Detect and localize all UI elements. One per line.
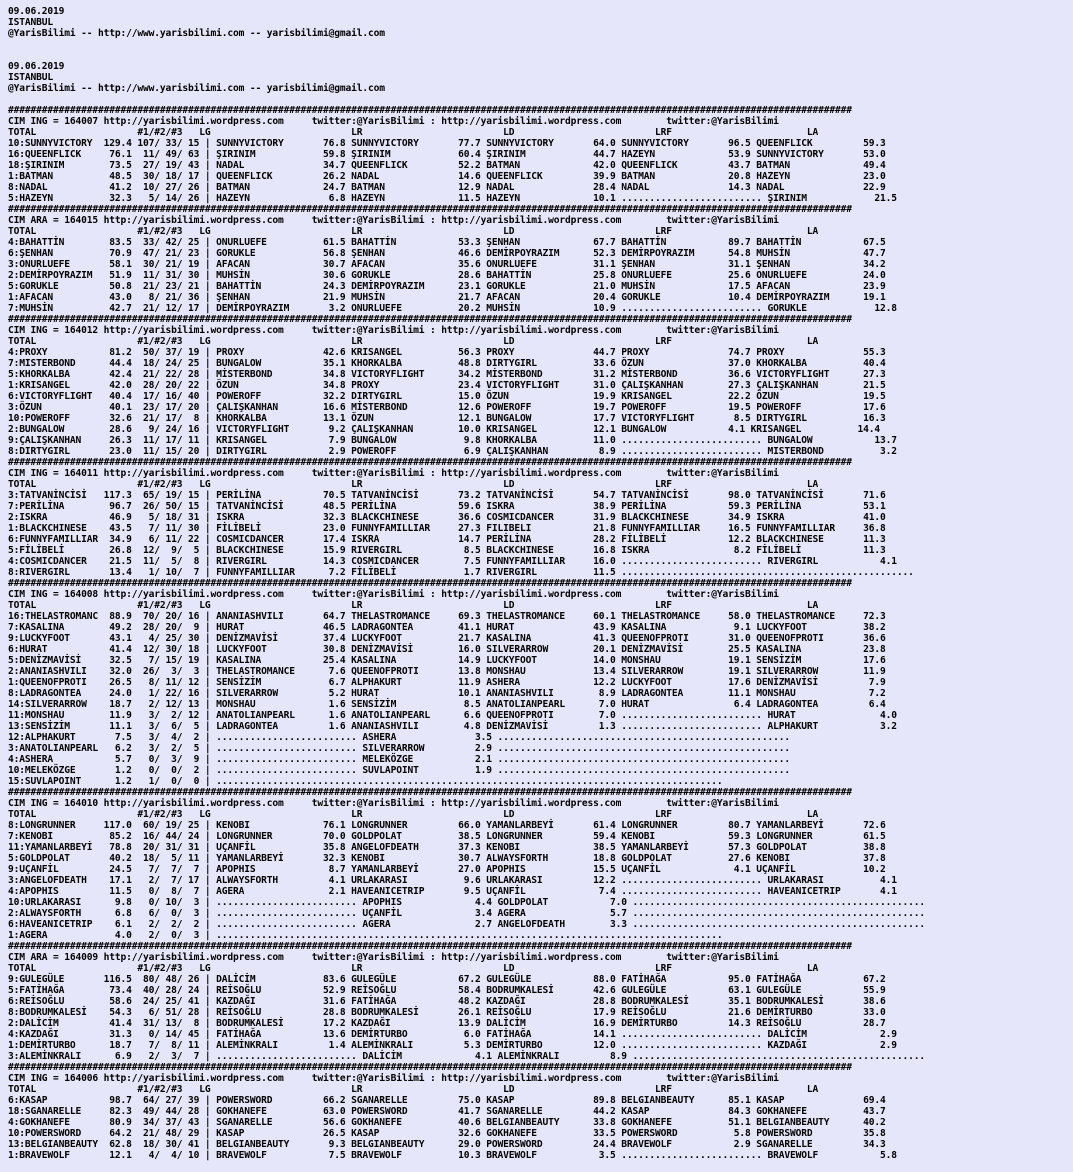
text-line: @YarisBilimi -- http://www.yarisbilimi.com -- yarisbilimi@gmail.com xyxy=(8,28,385,39)
horse-row: 1:BRAVEWOLF 12.1 4/ 4/ 10 | BRAVEWOLF 7.5 BRAVEWOLF 10.3 BRAVEWOLF 3.5 ......................... BRAVEWOLF 5.8 xyxy=(8,1150,897,1161)
horse-row: 2:BUNGALOW 28.6 9/ 24/ 16 | VICTORYFLIGHT 9.2 ÇALIŞKANHAN 10.0 KRISANGEL 12.1 BUNGALOW 4.1 KRISANGEL 14.4 xyxy=(8,424,881,435)
horse-row: 8:LONGRUNNER 117.0 60/ 19/ 25 | KENOBI 76.1 LONGRUNNER 66.0 YAMANLARBEYİ 61.4 LONGRUNNER 80.7 YAMANLARBEYİ 72.6 xyxy=(8,820,886,831)
horse-row: 12:ALPHAKURT 7.5 3/ 4/ 2 | ......................... ASHERA 3.5 .................................................... xyxy=(8,732,791,743)
horse-row: 10:URLAKARASI 9.8 0/ 10/ 3 | ......................... APOPHIS 4.4 GOLDPOLAT 7.0 .................................................... xyxy=(8,897,926,908)
horse-row: 10:MELEKÖZGE 1.2 0/ 0/ 2 | ......................... SUVLAPOINT 1.9 .................................................... xyxy=(8,765,791,776)
horse-row: 8:LADRAGONTEA 24.0 1/ 22/ 16 | SILVERARROW 5.2 HURAT 10.1 ANANIASHVILI 8.9 LADRAGONTEA 11.1 MONSHAU 7.2 xyxy=(8,688,886,699)
text-line: @YarisBilimi -- http://www.yarisbilimi.com -- yarisbilimi@gmail.com xyxy=(8,83,385,94)
horse-row: 4:PROXY 81.2 50/ 37/ 19 | PROXY 42.6 KRISANGEL 56.3 PROXY 44.7 PROXY 74.7 PROXY 55.3 xyxy=(8,347,886,358)
horse-row: 10:POWEROFF 32.6 21/ 17/ 8 | KHORKALBA 13.1 ÖZUN 12.1 BUNGALOW 17.7 VICTORYFLIGHT 8.5 DIRTYGIRL 16.3 xyxy=(8,413,886,424)
horse-row: 13:SENSİZİM 11.1 3/ 6/ 5 | LADRAGONTEA 1.6 ANANIASHVILI 4.8 DENİZMAVİSİ 1.3 ......................... ALPHAKURT 3.2 xyxy=(8,721,897,732)
horse-row: 13:BELGIANBEAUTY 62.8 18/ 30/ 41 | BELGIANBEAUTY 9.3 BELGIANBEAUTY 29.0 POWERSWORD 24.4 BRAVEWOLF 2.9 SGANARELLE 34.3 xyxy=(8,1139,886,1150)
horse-row: 1:BATMAN 48.5 30/ 18/ 17 | QUEENFLICK 26.2 NADAL 14.6 QUEENFLICK 39.9 BATMAN 20.8 HAZEYN 23.0 xyxy=(8,171,886,182)
horse-row: 10:POWERSWORD 64.2 21/ 48/ 29 | KASAP 26.5 KASAP 32.6 GOKHANEFE 33.5 POWERSWORD 5.8 POWERSWORD 35.8 xyxy=(8,1128,886,1139)
horse-row: 8:DIRTYGIRL 23.0 11/ 15/ 20 | DIRTYGIRL 2.9 POWEROFF 6.9 ÇALIŞKANHAN 8.9 ......................... MISTERBOND 3.2 xyxy=(8,446,897,457)
horse-row: 16:QUEENFLICK 76.1 11/ 49/ 63 | ŞIRINIM 59.8 ŞIRINIM 60.4 ŞIRINIM 44.7 HAZEYN 53.9 SUNNYVICTORY 53.0 xyxy=(8,149,886,160)
separator-line: ###################################################################################################################################################### xyxy=(8,105,852,116)
horse-row: 6:KASAP 98.7 64/ 27/ 39 | POWERSWORD 66.2 SGANARELLE 75.0 KASAP 89.8 BELGIANBEAUTY 85.1 KASAP 69.4 xyxy=(8,1095,886,1106)
text-line: 09.06.2019 xyxy=(8,61,65,72)
horse-row: 5:GOLDPOLAT 40.2 18/ 5/ 11 | YAMANLARBEYİ 32.3 KENOBI 30.7 ALWAYSFORTH 18.8 GOLDPOLAT 27.6 KENOBI 37.8 xyxy=(8,853,886,864)
separator-line: ###################################################################################################################################################### xyxy=(8,457,852,468)
horse-row: 2:ALWAYSFORTH 6.8 6/ 0/ 3 | ......................... UÇANFİL 3.4 AGERA 5.7 .................................................... xyxy=(8,908,926,919)
race-header-line: CIM ARA = 164015 http://yarisbilimi.wordpress.com twitter:@YarisBilimi : http://yarisbilimi.wordpress.com twitter:@YarisBilimi xyxy=(8,215,779,226)
horse-row: 7:KENOBI 85.2 16/ 44/ 24 | LONGRUNNER 70.0 GOLDPOLAT 38.5 LONGRUNNER 59.4 KENOBI 59.3 LONGRUNNER 61.5 xyxy=(8,831,886,842)
horse-row: 11:MONSHAU 11.9 3/ 2/ 12 | ANATOLIANPEARL 1.6 ANATOLIANPEARL 6.6 QUEENOFPROTI 7.0 ......................... HURAT 4.0 xyxy=(8,710,897,721)
horse-row: 2:ANANIASHVILI 32.0 26/ 3/ 3 | THELASTROMANCE 7.6 QUEENOFPROTI 13.8 MONSHAU 13.4 SILVERARROW 19.1 SILVERARROW 11.9 xyxy=(8,666,886,677)
horse-row: 1:AFACAN 43.0 8/ 21/ 36 | ŞENHAN 21.9 MUHSİN 21.7 AFACAN 20.4 GORUKLE 10.4 DEMİRPOYRAZIM 19.1 xyxy=(8,292,886,303)
column-header-line: TOTAL #1/#2/#3 LG LR LD LRF LA xyxy=(8,600,819,611)
horse-row: 5:GORUKLE 50.8 21/ 23/ 21 | BAHATTİN 24.3 DEMİRPOYRAZIM 23.1 GORUKLE 21.0 MUHSİN 17.5 AFACAN 23.9 xyxy=(8,281,886,292)
horse-row: 5:HAZEYN 32.3 5/ 14/ 26 | HAZEYN 6.8 HAZEYN 11.5 HAZEYN 10.1 ......................... ŞIRINIM 21.5 xyxy=(8,193,897,204)
horse-row: 1:QUEENOFPROTI 26.5 8/ 11/ 12 | SENSİZİM 6.7 ALPHAKURT 11.9 ASHERA 12.2 LUCKYFOOT 17.6 DENİZMAVİSİ 7.9 xyxy=(8,677,886,688)
separator-line: ###################################################################################################################################################### xyxy=(8,314,852,325)
race-header-line: CIM ING = 164006 http://yarisbilimi.wordpress.com twitter:@YarisBilimi : http://yarisbilimi.wordpress.com twitter:@YarisBilimi xyxy=(8,1073,779,1084)
separator-line: ###################################################################################################################################################### xyxy=(8,941,852,952)
column-header-line: TOTAL #1/#2/#3 LG LR LD LRF LA xyxy=(8,809,819,820)
separator-line: ###################################################################################################################################################### xyxy=(8,204,852,215)
race-header-line: CIM ING = 164010 http://yarisbilimi.wordpress.com twitter:@YarisBilimi : http://yarisbilimi.wordpress.com twitter:@YarisBilimi xyxy=(8,798,779,809)
horse-row: 6:VICTORYFLIGHT 40.4 17/ 16/ 40 | POWEROFF 32.2 DIRTYGIRL 15.0 ÖZUN 19.9 KRISANGEL 22.2 ÖZUN 19.5 xyxy=(8,391,886,402)
text-line: ISTANBUL xyxy=(8,72,54,83)
horse-row: 1:KRISANGEL 42.0 28/ 20/ 22 | ÖZUN 34.8 PROXY 23.4 VICTORYFLIGHT 31.0 ÇALIŞKANHAN 27.3 ÇALIŞKANHAN 21.5 xyxy=(8,380,886,391)
horse-row: 8:RIVERGIRL 13.4 1/ 10/ 7 | FUNNYFAMILLIAR 7.2 FİLİBELİ 1.7 RIVERGIRL 11.5 .................................................... xyxy=(8,567,914,578)
horse-row: 4:GOKHANEFE 80.9 34/ 37/ 43 | SGANARELLE 56.6 GOKHANEFE 40.6 BELGIANBEAUTY 33.8 GOKHANEFE 51.1 BELGIANBEAUTY 40.2 xyxy=(8,1117,886,1128)
separator-line: ###################################################################################################################################################### xyxy=(8,1062,852,1073)
horse-row: 4:KAZDAĞI 31.3 0/ 14/ 45 | FATİHAĞA 13.6 DEMİRTURBO 6.0 FATİHAĞA 14.1 ......................... DALİCİM 2.9 xyxy=(8,1029,897,1040)
column-header-line: TOTAL #1/#2/#3 LG LR LD LRF LA xyxy=(8,963,819,974)
horse-row: 18:SGANARELLE 82.3 49/ 44/ 28 | GOKHANEFE 63.0 POWERSWORD 41.7 SGANARELLE 44.2 KASAP 84.3 GOKHANEFE 43.7 xyxy=(8,1106,886,1117)
text-line: ISTANBUL xyxy=(8,17,54,28)
horse-row: 9:GULEGÜLE 116.5 80/ 48/ 26 | DALİCİM 83.6 GULEGÜLE 67.2 GULEGÜLE 88.0 FATİHAĞA 95.0 FATİHAĞA 67.2 xyxy=(8,974,886,985)
horse-row: 3:ALEMİNKRALI 6.9 2/ 3/ 7 | ......................... DALİCİM 4.1 ALEMİNKRALI 8.9 .................................................... xyxy=(8,1051,926,1062)
horse-row: 6:HURAT 41.4 12/ 30/ 18 | LUCKYFOOT 30.8 DENİZMAVİSİ 16.0 SILVERARROW 20.1 DENİZMAVİSİ 25.5 KASALINA 23.8 xyxy=(8,644,886,655)
horse-row: 8:BODRUMKALESİ 54.3 6/ 51/ 28 | REİSOĞLU 28.8 BODRUMKALESİ 26.1 REİSOĞLU 17.9 REİSOĞLU 21.6 DEMİRTURBO 33.0 xyxy=(8,1007,886,1018)
text-line: 09.06.2019 xyxy=(8,6,65,17)
horse-row: 6:ŞENHAN 70.9 47/ 21/ 23 | GORUKLE 56.8 ŞENHAN 46.6 DEMİRPOYRAZIM 52.3 DEMİRPOYRAZIM 54.8 MUHSİN 47.7 xyxy=(8,248,886,259)
horse-row: 1:BLACKCHINESE 43.5 7/ 11/ 30 | FİLİBELİ 23.0 FUNNYFAMILLIAR 27.3 FILIBELI 21.8 FUNNYFAMILLIAR 16.5 FUNNYFAMILLIAR 36.8 xyxy=(8,523,886,534)
horse-row: 9:LUCKYFOOT 43.1 4/ 25/ 30 | DENİZMAVİSİ 37.4 LUCKYFOOT 21.7 KASALINA 41.3 QUEENOFPROTI 31.0 QUEENOFPROTI 36.6 xyxy=(8,633,886,644)
horse-row: 18:ŞIRINIM 73.5 27/ 19/ 43 | NADAL 34.7 QUEENFLICK 52.2 BATMAN 42.0 QUEENFLICK 43.7 BATMAN 49.4 xyxy=(8,160,886,171)
horse-row: 3:TATVANİNCİSİ 117.3 65/ 19/ 15 | PERİLİNA 70.5 TATVANİNCİSİ 73.2 TATVANİNCİSİ 54.7 TATVANİNCİSİ 98.0 TATVANİNCİSİ 71.6 xyxy=(8,490,886,501)
column-header-line: TOTAL #1/#2/#3 LG LR LD LRF LA xyxy=(8,479,819,490)
separator-line: ###################################################################################################################################################### xyxy=(8,578,852,589)
horse-row: 6:REİSOĞLU 58.6 24/ 25/ 41 | KAZDAĞI 31.6 FATİHAĞA 48.2 KAZDAĞI 28.8 BODRUMKALESİ 35.1 BODRUMKALESİ 38.6 xyxy=(8,996,886,1007)
horse-row: 11:YAMANLARBEYİ 78.8 20/ 31/ 31 | UÇANFİL 35.8 ANGELOFDEATH 37.3 KENOBI 38.5 YAMANLARBEYİ 57.3 GOLDPOLAT 38.8 xyxy=(8,842,886,853)
horse-row: 2:ISKRA 46.9 5/ 18/ 31 | ISKRA 32.3 BLACKCHINESE 36.6 COSMICDANCER 31.9 BLACKCHINESE 34.9 ISKRA 41.0 xyxy=(8,512,886,523)
horse-row: 1:AGERA 4.0 2/ 0/ 3 | .......................................................................................... xyxy=(8,930,723,941)
horse-row: 1:DEMİRTURBO 18.7 7/ 8/ 11 | ALEMİNKRALI 1.4 ALEMİNKRALI 5.3 DEMİRTURBO 12.0 ......................... KAZDAĞI 2.9 xyxy=(8,1040,897,1051)
horse-row: 5:DENİZMAVİSİ 32.5 7/ 15/ 19 | KASALINA 25.4 KASALINA 14.9 LUCKYFOOT 14.0 MONSHAU 19.1 SENSİZİM 17.6 xyxy=(8,655,886,666)
column-header-line: TOTAL #1/#2/#3 LG LR LD LRF LA xyxy=(8,226,819,237)
horse-row: 3:ONURLUEFE 58.1 30/ 21/ 19 | AFACAN 30.7 AFACAN 35.6 ONURLUEFE 31.1 ŞENHAN 31.1 ŞENHAN 34.2 xyxy=(8,259,886,270)
separator-line: ###################################################################################################################################################### xyxy=(8,787,852,798)
horse-row: 9:ÇALIŞKANHAN 26.3 11/ 17/ 11 | KRISANGEL 7.9 BUNGALOW 9.8 KHORKALBA 11.0 ......................... BUNGALOW 13.7 xyxy=(8,435,897,446)
horse-row: 16:THELASTROMANC 88.9 70/ 20/ 16 | ANANIASHVILI 64.7 THELASTROMANCE 69.3 THELASTROMANCE 60.1 THELASTROMANCE 58.0 THELASTROMANCE 72.3 xyxy=(8,611,886,622)
horse-row: 15:SUVLAPOINT 1.2 1/ 0/ 0 | .......................................................................................... xyxy=(8,776,723,787)
horse-row: 4:ASHERA 5.7 0/ 3/ 9 | ......................... MELEKÖZGE 2.1 .................................................... xyxy=(8,754,791,765)
race-header-line: CIM ING = 164008 http://yarisbilimi.wordpress.com twitter:@YarisBilimi : http://yarisbilimi.wordpress.com twitter:@YarisBilimi xyxy=(8,589,779,600)
horse-row: 6:FUNNYFAMILLIAR 34.9 6/ 11/ 22 | COSMICDANCER 17.4 ISKRA 14.7 PERİLİNA 28.2 FİLİBELİ 12.2 BLACKCHINESE 11.3 xyxy=(8,534,886,545)
horse-row: 5:FATİHAĞA 73.4 40/ 28/ 24 | REİSOĞLU 52.9 REİSOĞLU 58.4 BODRUMKALESİ 42.6 GULEGÜLE 63.1 GULEGÜLE 55.9 xyxy=(8,985,886,996)
column-header-line: TOTAL #1/#2/#3 LG LR LD LRF LA xyxy=(8,336,819,347)
horse-row: 7:KASALINA 49.2 28/ 20/ 9 | HURAT 46.5 LADRAGONTEA 41.1 HURAT 43.9 KASALINA 9.1 LUCKYFOOT 38.2 xyxy=(8,622,886,633)
horse-row: 7:PERİLİNA 96.7 26/ 50/ 15 | TATVANİNCİSİ 48.5 PERİLİNA 59.6 ISKRA 38.9 PERİLİNA 59.3 PERİLİNA 53.1 xyxy=(8,501,886,512)
horse-row: 2:DALİCİM 41.4 31/ 13/ 8 | BODRUMKALESİ 17.2 KAZDAĞI 13.9 DALİCİM 16.9 DEMİRTURBO 14.3 REİSOĞLU 28.7 xyxy=(8,1018,886,1029)
horse-row: 3:ANGELOFDEATH 17.1 2/ 7/ 17 | ALWAYSFORTH 4.1 URLAKARASI 9.6 URLAKARASI 12.2 ......................... URLAKARASI 4.1 xyxy=(8,875,897,886)
race-header-line: CIM ARA = 164009 http://yarisbilimi.wordpress.com twitter:@YarisBilimi : http://yarisbilimi.wordpress.com twitter:@YarisBilimi xyxy=(8,952,779,963)
horse-row: 8:NADAL 41.2 10/ 27/ 26 | BATMAN 24.7 BATMAN 12.9 NADAL 28.4 NADAL 14.3 NADAL 22.9 xyxy=(8,182,886,193)
blank-line xyxy=(8,94,1073,105)
horse-row: 3:ANATOLIANPEARL 6.2 3/ 2/ 5 | ......................... SILVERARROW 2.9 .................................................... xyxy=(8,743,791,754)
horse-row: 3:ÖZUN 40.1 23/ 17/ 20 | ÇALIŞKANHAN 16.6 MİSTERBOND 12.6 POWEROFF 19.7 POWEROFF 19.5 POWEROFF 17.6 xyxy=(8,402,886,413)
horse-row: 6:HAVEANICETRIP 6.1 2/ 2/ 2 | ......................... AGERA 2.7 ANGELOFDEATH 3.3 .................................................... xyxy=(8,919,926,930)
horse-row: 10:SUNNYVICTORY 129.4 107/ 33/ 15 | SUNNYVICTORY 76.8 SUNNYVICTORY 77.7 SUNNYVICTORY 64.0 SUNNYVICTORY 96.5 QUEENFLICK 59.3 xyxy=(8,138,886,149)
horse-row: 2:DEMİRPOYRAZIM 51.9 11/ 31/ 30 | MUHSİN 30.6 GORUKLE 28.6 BAHATTİN 25.8 ONURLUEFE 25.6 ONURLUEFE 24.0 xyxy=(8,270,886,281)
column-header-line: TOTAL #1/#2/#3 LG LR LD LRF LA xyxy=(8,1084,819,1095)
blank-line xyxy=(8,50,1073,61)
horse-row: 5:KHORKALBA 42.4 21/ 22/ 28 | MİSTERBOND 34.8 VICTORYFLIGHT 34.2 MİSTERBOND 31.2 MİSTERBOND 36.6 VICTORYFLIGHT 27.3 xyxy=(8,369,886,380)
horse-row: 4:BAHATTİN 83.5 33/ 42/ 25 | ONURLUEFE 61.5 BAHATTİN 53.3 ŞENHAN 67.7 BAHATTİN 89.7 BAHATTİN 67.5 xyxy=(8,237,886,248)
race-header-line: CIM ING = 164007 http://yarisbilimi.wordpress.com twitter:@YarisBilimi : http://yarisbilimi.wordpress.com twitter:@YarisBilimi xyxy=(8,116,779,127)
race-header-line: CIM ING = 164011 http://yarisbilimi.wordpress.com twitter:@YarisBilimi : http://yarisbilimi.wordpress.com twitter:@YarisBilimi xyxy=(8,468,779,479)
column-header-line: TOTAL #1/#2/#3 LG LR LD LRF LA xyxy=(8,127,819,138)
horse-row: 4:APOPHIS 11.5 0/ 8/ 7 | AGERA 2.1 HAVEANICETRIP 9.5 UÇANFİL 7.4 ......................... HAVEANICETRIP 4.1 xyxy=(8,886,897,897)
horse-row: 9:UÇANFİL 24.5 7/ 7/ 7 | APOPHIS 8.7 YAMANLARBEYİ 27.0 APOPHIS 15.5 UÇANFİL 4.1 UÇANFİL 10.2 xyxy=(8,864,886,875)
horse-row: 7:MUHSİN 42.7 21/ 12/ 17 | DEMİRPOYRAZIM 3.2 ONURLUEFE 20.2 MUHSİN 10.9 ......................... GORUKLE 12.8 xyxy=(8,303,897,314)
blank-line xyxy=(8,39,1073,50)
horse-row: 5:FİLİBELİ 26.8 12/ 9/ 5 | BLACKCHINESE 15.9 RIVERGIRL 8.5 BLACKCHINESE 16.8 ISKRA 8.2 FİLİBELİ 11.3 xyxy=(8,545,886,556)
race-header-line: CIM ING = 164012 http://yarisbilimi.wordpress.com twitter:@YarisBilimi : http://yarisbilimi.wordpress.com twitter:@YarisBilimi xyxy=(8,325,779,336)
horse-row: 7:MISTERBOND 44.4 18/ 24/ 25 | BUNGALOW 35.1 KHORKALBA 48.8 DIRTYGIRL 33.6 ÖZUN 37.0 KHORKALBA 40.4 xyxy=(8,358,886,369)
horse-row: 14:SILVERARROW 18.7 2/ 12/ 13 | MONSHAU 1.6 SENSİZİM 8.5 ANATOLIANPEARL 7.0 HURAT 6.4 LADRAGONTEA 6.4 xyxy=(8,699,886,710)
horse-row: 4:COSMICDANCER 21.5 11/ 5/ 8 | RIVERGIRL 14.3 COSMICDANCER 7.5 FUNNYFAMILLIAR 16.0 ......................... RIVERGIRL 4.1 xyxy=(8,556,897,567)
